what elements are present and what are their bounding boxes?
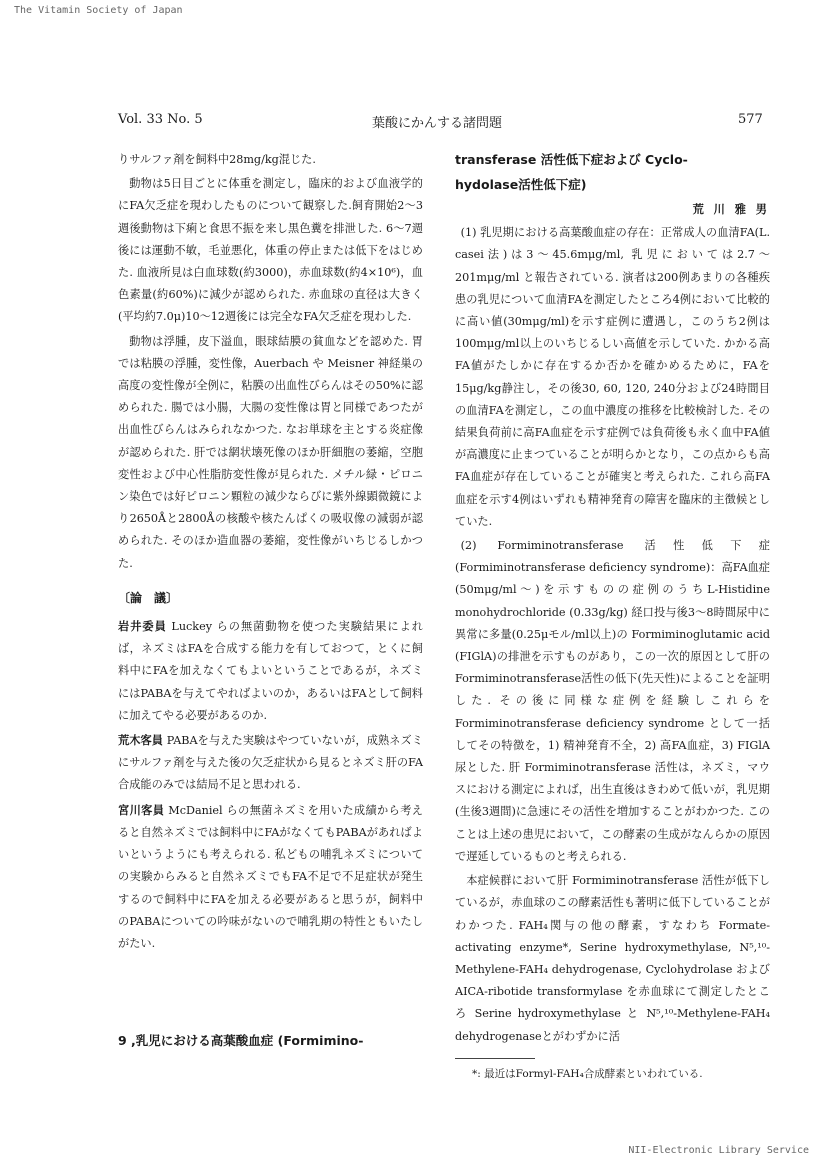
right-column <box>455 149 770 1048</box>
volume-label: Vol. 33 No. 5 <box>118 112 203 127</box>
site-banner-top: The Vitamin Society of Japan <box>14 5 183 16</box>
discussion-entry <box>118 729 423 797</box>
running-title: 葉酸にかんする諸問題 <box>372 116 503 131</box>
body-paragraph: 動物は浮腫，皮下溢血，眼球結膜の貧血などを認めた. 胃では粘膜の浮腫，変性像，Auerbach や Meisner 神経巣の高度の変性像が全例に，粘膜の出血性びらんはその50%に認められた. 腸では小腸，大腸の変性像は胃と同様であつたが出血性びらんはみられなかつた. なお単球を主とする炎症像が認められた. 肝では網状壊死像のほか肝細胞の萎縮，空胞変性および中心性脂肪変性像が見られた. メチル緑・ピロニン染色では好ピロニン顆粒の減少ならびに紫外線顕微鏡により2650Åと2800Åの核酸や核たんぱくの吸収像の減弱が認められた. そのほか造血器の萎縮，変性像がいちじるしかつた. <box>118 334 423 570</box>
body-paragraph: (2) Formiminotransferase 活性低下症 (Formiminotransferase deficiency syndrome)：高FA血症 (50mμg/ml～)を示すものの症例のうちL-Histidine monohydrochloride (0.33g/kg) 経口投与後3～8時間尿中に異常に多量(0.25μモル/ml以上)の Formiminoglutamic acid (FIGlA)の排泄を示すものがあり，この一次的原因として肝の Formiminotransferase活性の低下(先天性)によることを証明した. その後に同様な症例を経験しこれらを Formiminotransferase deficiency syndrome として一括してその特徴を，1) 精神発育不全，2) 高FA血症，3) FIGlA尿とした. 肝 Formiminotransferase 活性は，ネズミ，マウスにおける測定によれば，出生直後はきわめて低いが，乳児期(生後3週間)に急速にその活性を増加することがわかつた. このことは上述の患児において，この酵素の生成がなんらかの原因で遅延しているものと考えられる. <box>455 539 770 863</box>
discussion-entry <box>118 799 423 955</box>
footnote: *: 最近はFormyl-FAH₄合成酵素といわれている. <box>472 1068 703 1080</box>
discussion-text: McDaniel らの無菌ネズミを用いた成績から考えると自然ネズミでは飼料中にFAがなくてもPABAがあればよいというようにも考えられる. 私どもの哺乳ネズミについての実験からみると自然ネズミでもFA不足で不足症状が発生するので飼料中にFAを加える必要があると思うが，飼料中のPABAについての吟味がないので哺乳期の特性ともいたしがたい. <box>118 803 423 950</box>
discussion-text: Luckey らの無菌動物を使つた実験結果によれば，ネズミはFAを合成する能力を有しておつて，とくに飼料中にFAを加えなくてもよいということであるが，ネズミにはPABAを与えてやればよいのか，あるいはFAとして飼料に加えてやる必要があるのか. <box>118 620 423 722</box>
body-paragraph: りサルファ剤を飼料中28mg/kg混じた. <box>118 153 316 166</box>
author-name: 荒 川 雅 男 <box>692 202 770 216</box>
discussion-heading: 〔論 議〕 <box>118 590 179 605</box>
footnote-rule <box>455 1058 535 1059</box>
section-title-continued: transferase 活性低下症および Cyclo- <box>455 152 688 167</box>
speaker-name: 荒木客員 <box>118 733 164 748</box>
body-paragraph: 動物は5日目ごとに体重を測定し，臨床的および血液学的にFA欠乏症を現わしたものについて観察した.飼育開始2～3週後動物は下痢と食思不振を来し黒色糞を排泄した. 6～7週後には運動不敏，毛並悪化，体重の停止または低下をはじめた. 血液所見は白血球数(約3000)，赤血球数(約4×10⁶)，血色素量(約60%)に減少が認められた. 赤血球の直径は大きく(平均約7.0μ)10～12週後には完全なFA欠乏症を現わした. <box>118 177 423 324</box>
body-paragraph: (1) 乳児期における高葉酸血症の存在：正常成人の血清FA(L. casei法)は3～45.6mμg/ml, 乳児においては2.7～201mμg/ml と報告されている. 演者は200例あまりの各種疾患の乳児について血清FAを測定したところ4例において比較的に高い値(30mμg/ml)を示す症例に遭遇し，このうち2例は100mμg/ml以上のいちじるしい高値を示していた. かかる高FA値がたしかに存在するか否かを確かめるために，FAを15μg/kg静注し，その後30, 60, 120, 240分および24時間目の血清FAを測定し，この血中濃度の推移を比較検討した. その結果負荷前に高FA血症を示す症例では負荷後も永く血中FA値が高濃度に止まつていることが明らかとなり，この点からも高FA血症が存在していることが確実と考えられた. これら高FA血症を示す4例はいずれも精神発育の障害を臨床的主徴候としていた. <box>455 226 770 528</box>
page-number: 577 <box>738 112 763 127</box>
left-column <box>118 149 423 955</box>
speaker-name: 宮川客員 <box>118 802 165 817</box>
speaker-name: 岩井委員 <box>118 619 167 634</box>
discussion-text: PABAを与えた実験はやつていないが，成熟ネズミにサルファ剤を与えた後の欠乏症状から見るとネズミ肝のFA合成能のみでは結局不足と思われる. <box>118 734 423 792</box>
body-paragraph: 本症候群において肝 Formiminotransferase 活性が低下しているが，赤血球のこの酵素活性も著明に低下していることがわかつた. FAH₄関与の他の酵素，すなわち Formate-activating enzyme*, Serine hydroxymethylase, N⁵,¹⁰-Methylene-FAH₄ dehydrogenase, Cyclohydrolase および AICA-ribotide transformylase を赤血球にて測定したところ Serine hydroxymethylase と N⁵,¹⁰-Methylene-FAH₄ dehydrogenaseとがわずかに活 <box>455 874 770 1043</box>
site-banner-bottom: NII-Electronic Library Service <box>628 1145 809 1156</box>
discussion-entry <box>118 615 423 727</box>
section-heading: 9 ,乳児における高葉酸血症 (Formimino- <box>118 1033 364 1048</box>
section-title-continued: hydolase活性低下症) <box>455 176 587 192</box>
